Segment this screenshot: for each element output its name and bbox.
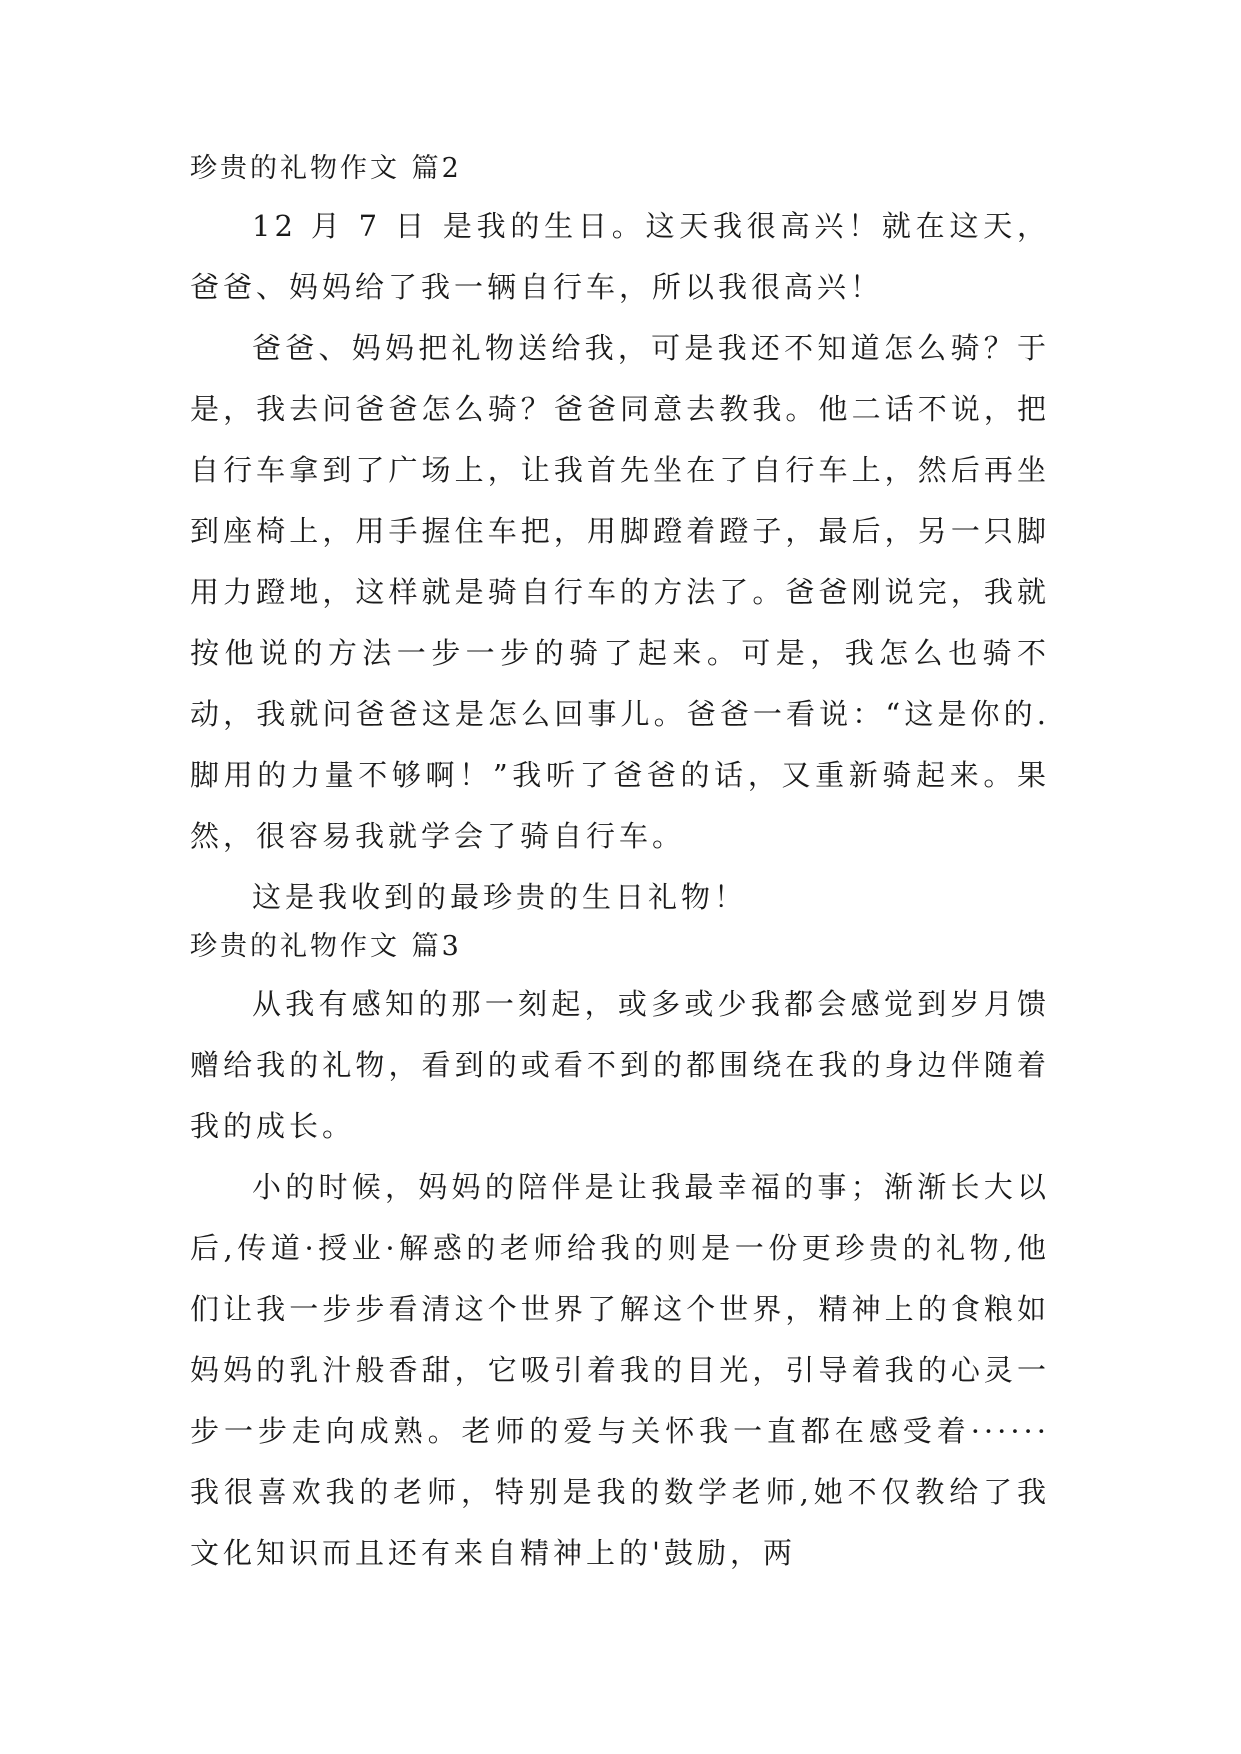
paragraph: 12 月 7 日 是我的生日。这天我很高兴！就在这天，爸爸、妈妈给了我一辆自行车，所以我很高兴！ bbox=[190, 209, 1050, 304]
paragraph: 这是我收到的最珍贵的生日礼物！ bbox=[252, 880, 748, 914]
section-heading: 珍贵的礼物作文 篇2 bbox=[190, 153, 462, 184]
section-heading: 珍贵的礼物作文 篇3 bbox=[190, 931, 462, 962]
document-page bbox=[190, 150, 1050, 1584]
paragraph: 从我有感知的那一刻起，或多或少我都会感觉到岁月馈赠给我的礼物，看到的或看不到的都围绕在我的身边伴随着我的成长。 bbox=[190, 987, 1050, 1143]
paragraph: 小的时候，妈妈的陪伴是让我最幸福的事；渐渐长大以后,传道·授业·解惑的老师给我的则是一份更珍贵的礼物,他们让我一步步看清这个世界了解这个世界，精神上的食粮如妈妈的乳汁般香甜，它吸引着我的目光，引导着我的心灵一步一步走向成熟。老师的爱与关怀我一直都在感受着······ 我很喜欢我的老师，特别是我的数学老师,她不仅教给了我文化知识而且还有来自精神上的'鼓励，两 bbox=[190, 1170, 1050, 1570]
paragraph: 爸爸、妈妈把礼物送给我，可是我还不知道怎么骑？于是，我去问爸爸怎么骑？爸爸同意去教我。他二话不说，把自行车拿到了广场上，让我首先坐在了自行车上，然后再坐到座椅上，用手握住车把，用脚蹬着蹬子，最后，另一只脚用力蹬地，这样就是骑自行车的方法了。爸爸刚说完，我就按他说的方法一步一步的骑了起来。可是，我怎么也骑不动，我就问爸爸这是怎么回事儿。爸爸一看说：“这是你的.脚用的力量不够啊！”我听了爸爸的话，又重新骑起来。果然，很容易我就学会了骑自行车。 bbox=[190, 331, 1050, 853]
